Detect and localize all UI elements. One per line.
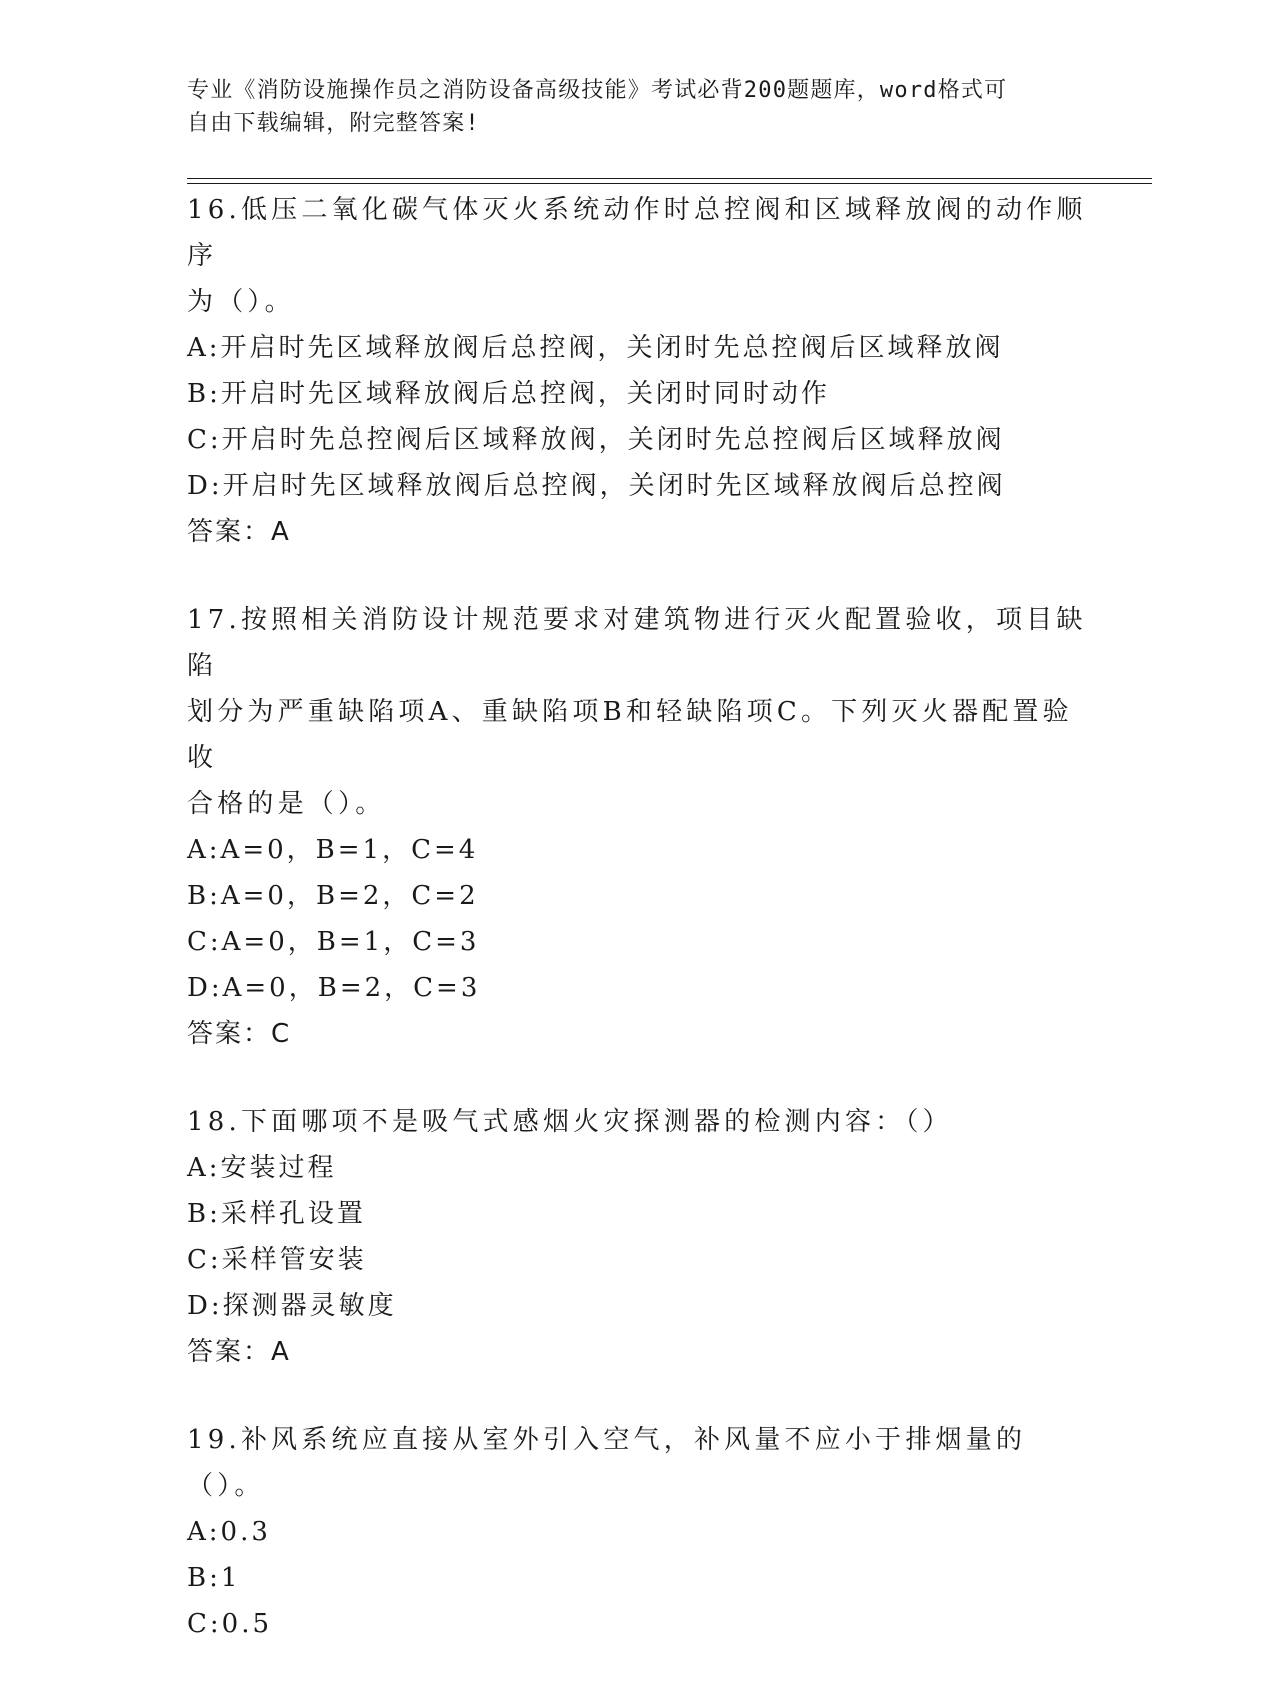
option-a: A:0.3 — [187, 1517, 271, 1547]
option-b: B:A=0，B=2，C=2 — [187, 881, 479, 911]
option-c: C:A=0，B=1，C=3 — [187, 927, 480, 957]
question-16 — [187, 187, 1087, 555]
option-b: B:1 — [187, 1563, 241, 1593]
option-b: B:开启时先区域释放阀后总控阀，关闭时同时动作 — [187, 379, 830, 409]
question-17 — [187, 597, 1087, 1057]
question-text: 19.补风系统应直接从室外引入空气，补风量不应小于排烟量的（）。 — [187, 1425, 1027, 1501]
header-line-2: 自由下载编辑，附完整答案! — [187, 111, 480, 136]
question-text: 为（）。 — [187, 287, 295, 317]
option-a: A:安装过程 — [187, 1153, 337, 1183]
question-text: 划分为严重缺陷项A、重缺陷项B和轻缺陷项C。下列灭火器配置验收 — [187, 697, 1073, 773]
header-rule-top — [187, 178, 1152, 179]
option-b: B:采样孔设置 — [187, 1199, 366, 1229]
option-d: D:开启时先区域释放阀后总控阀，关闭时先区域释放阀后总控阀 — [187, 471, 1006, 501]
answer: 答案：C — [187, 1019, 292, 1049]
option-c: C:开启时先总控阀后区域释放阀，关闭时先总控阀后区域释放阀 — [187, 425, 1005, 455]
option-a: A:A=0，B=1，C=4 — [187, 835, 479, 865]
answer: 答案：A — [187, 517, 291, 547]
option-a: A:开启时先区域释放阀后总控阀，关闭时先总控阀后区域释放阀 — [187, 333, 1004, 363]
option-c: C:采样管安装 — [187, 1245, 367, 1275]
header-rule-bottom — [187, 183, 1152, 184]
option-d: D:A=0，B=2，C=3 — [187, 973, 481, 1003]
option-d: D:探测器灵敏度 — [187, 1291, 397, 1321]
header-line-1: 专业《消防设施操作员之消防设备高级技能》考试必背200题题库，word格式可 — [187, 78, 1008, 103]
question-text: 17.按照相关消防设计规范要求对建筑物进行灭火配置验收，项目缺陷 — [187, 605, 1087, 681]
question-18 — [187, 1099, 1087, 1375]
answer: 答案：A — [187, 1337, 291, 1367]
question-text: 合格的是（）。 — [187, 789, 386, 819]
question-list — [187, 187, 1087, 1689]
document-header — [187, 74, 1087, 140]
question-text: 16.低压二氧化碳气体灭火系统动作时总控阀和区域释放阀的动作顺序 — [187, 195, 1087, 271]
option-c: C:0.5 — [187, 1609, 273, 1639]
question-text: 18.下面哪项不是吸气式感烟火灾探测器的检测内容：（） — [187, 1107, 953, 1137]
question-19 — [187, 1417, 1087, 1647]
